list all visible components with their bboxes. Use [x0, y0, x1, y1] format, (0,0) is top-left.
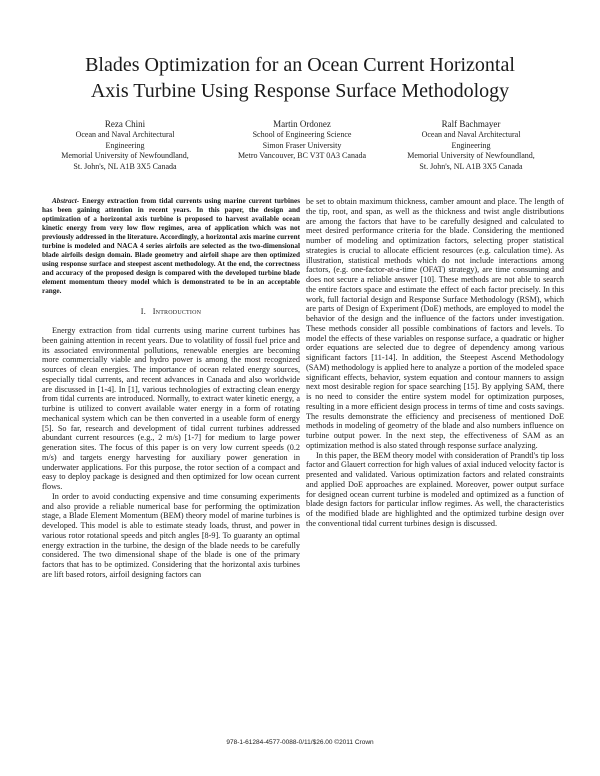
paragraph: In this paper, the BEM theory model with consideration of Prandtl's tip loss factor and Glauert correction for high values of axial induced velocity factor is presented and validated. Various optimization factors and related constraints and applied DoE approaches are explained. Moreover, power output surface for designed ocean current turbine is modeled and optimized as a function of blade design factors for particular inflow regimes. As well, the characteristics of the modified blade are highlighted and the optimized turbine design over the conventional tidal current turbines design is discussed.: [306, 450, 564, 528]
author-affiliation-line: St. John's, NL A1B 3X5 Canada: [73, 161, 177, 171]
author-affiliation-line: Engineering: [105, 140, 145, 150]
author-affiliation-line: Ocean and Naval Architectural: [421, 130, 521, 139]
author-block-2: [212, 118, 392, 162]
section-heading: [42, 307, 300, 317]
author-block-1: [40, 118, 210, 172]
author-affiliation-line: Memorial University of Newfoundland,: [407, 151, 535, 161]
author-affiliation-line: St. John's, NL A1B 3X5 Canada: [419, 161, 523, 171]
left-column: [42, 197, 300, 580]
author-affiliation-line: Memorial University of Newfoundland,: [61, 151, 189, 161]
author-name: Martin Ordonez: [273, 119, 331, 129]
author-name: Ralf Bachmayer: [441, 119, 501, 129]
abstract-label: Abstract-: [52, 197, 80, 205]
author-affiliation-line: School of Engineering Science: [252, 130, 352, 139]
author-affiliation-line: Metro Vancouver, BC V3T 0A3 Canada: [237, 151, 367, 161]
title-line-2: Axis Turbine Using Response Surface Methodology: [90, 80, 510, 102]
paragraph: In order to avoid conducting expensive and time consuming experiments and also provide a reliable numerical base for performing the optimization stage, a Blade Element Momentum (BEM) theory model of marine turbines is developed. This model is able to estimate steady loads, thrust, and power in various rotor rotational speeds and pitch angles [8-9]. To guaranty an optimal energy extraction in the turbine, the design of the blade needs to be carefully considered. The two dimensional shape of the blade is one of the primary factors that has to be optimized. Considering that the horizontal axis turbines are lift based rotors, airfoil designing factors can: [42, 491, 300, 579]
right-column: [306, 197, 564, 529]
copyright-footer: 978-1-61284-4577-0088-0/11/$26.00 ©2011 Crown: [226, 739, 374, 746]
abstract-text: Energy extraction from tidal currents using marine current turbines has been gaining attention in recent years. In this paper, the design and optimization of a horizontal axis turbine is proposed to harvest available ocean kinetic energy from very low flow regimes, area of application which was not previously addressed in the literature. Accordingly, a horizontal axis marine current turbine is modeled and NACA 4 series airfoils are selected as the two-dimensional blade airfoils design domain. Blade geometry and airfoil shape are then optimized using response surface and steepest ascent methodology. At the end, the correctness and accuracy of the proposed design is compared with the developed turbine blade element momentum theory model which is demonstrated to be in an acceptable range.: [42, 197, 300, 295]
paper-title: [20, 52, 580, 104]
section-title: Introduction: [152, 307, 202, 316]
paragraph: Energy extraction from tidal currents using marine current turbines has been gaining attention in recent years. Due to volatility of fossil fuel price and its associated environmental pollutions, renewable energies are becoming more commercially viable and hydro power is among the most recognized sources of clean energies. The importance of ocean related energy sources, especially tidal currents, and recent advances in Canada and also worldwide are discussed in [1-4]. In [1], various technologies of extracting clean energy from tidal currents are introduced. Normally, to extract water kinetic energy, a turbine is utilized to convert available water energy in a form of rotating mechanical system which can be then converted in a useable form of energy [5]. So far, research and development of tidal current turbines addressed abundant current resources (e.g., 2 m/s) [1-7] for medium to large power generation sites. The focus of this paper is on very low current speeds (0.2 m/s) and targets energy harvesting for auxiliary power generation in underwater applications. For this purpose, the rotor section of a compact and easy to deploy package is designed and then optimized for low ocean current flows.: [42, 326, 300, 491]
section-number: I.: [140, 307, 146, 316]
author-name: Reza Chini: [104, 119, 146, 129]
abstract: [42, 197, 300, 296]
paragraph: be set to obtain maximum thickness, camber amount and place. The length of the tip, root, and span, as well as the thickness and twist angle distributions are among the factors that have to be carefully designed and calculated to meet desired performance criteria for the blade. Considering the mentioned number of modeling and optimization factors, selecting proper statistical strategies is crucial to allocate efficient resources (e.g. calculation time). As illustration, statistical methods which do not include interactions among factors, (e.g. one-factor-at-a-time (OFAT) strategy), are time consuming and does not secure a reliable answer [10]. These methods are not able to search the entire factors space and estimate the effect of each factor precisely. In this work, full factorial design and Response Surface Methodology (RSM), which are parts of Design of Experiment (DoE) methods, are employed to model the behavior of the design and the influence of the factors under investigation. These methods consider all possible combinations of factors and levels. To model the effects of these variables on response surface, a quadratic or higher order equations are selected due to degree of dependency among various significant factors [11-14]. In addition, the Steepest Ascend Methodology (SAM) methodology is applied here to analyze a portion of the modeled space significant effects, behavior, system equation and contour manners to assign next most desirable region for space searching [15]. By applying SAM, there is no need to consider the entire system model for optimization purposes, resulting in a more efficient design process in terms of time and costs savings. The results demonstrate the efficiency and preciseness of mentioned DoE methods in modeling of geometry of the blade and also numbers influence on turbine output power. In the next step, the effectiveness of SAM as an optimization method is also stated through response surface analyzing.: [306, 197, 564, 450]
title-line-1: Blades Optimization for an Ocean Current Horizontal: [85, 54, 515, 76]
author-affiliation-line: Ocean and Naval Architectural: [75, 130, 175, 139]
author-affiliation-line: Engineering: [451, 140, 491, 150]
author-block-3: [386, 118, 556, 172]
author-affiliation-line: Simon Fraser University: [262, 140, 342, 150]
